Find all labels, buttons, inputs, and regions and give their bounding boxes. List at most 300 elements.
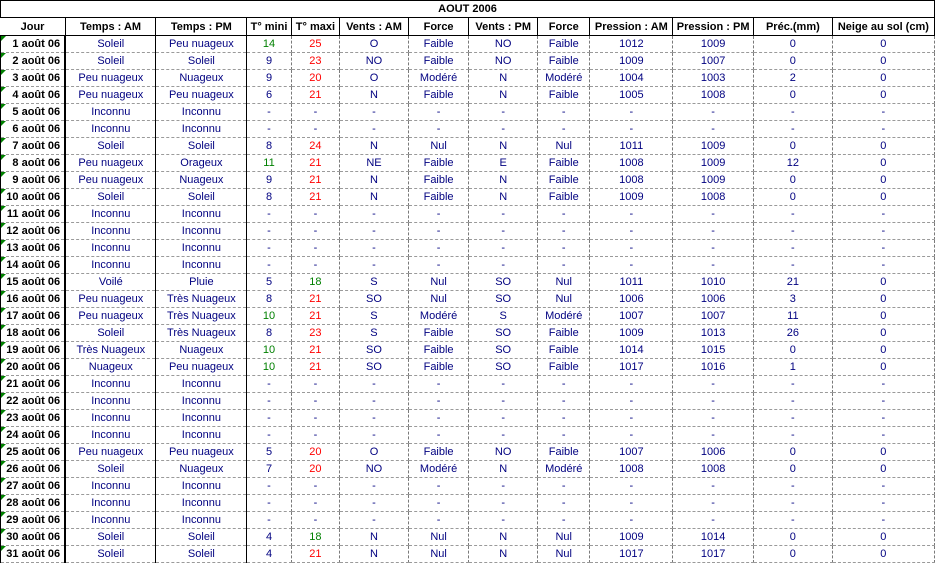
precipitation-cell[interactable]: - [754, 376, 833, 393]
weather-am-cell[interactable]: Soleil [65, 546, 156, 563]
pressure-pm-cell[interactable]: - [673, 478, 754, 495]
force-am-cell[interactable]: - [408, 478, 469, 495]
precipitation-cell[interactable]: 21 [754, 274, 833, 291]
wind-pm-cell[interactable]: N [469, 172, 538, 189]
pressure-pm-cell[interactable]: 1006 [673, 444, 754, 461]
weather-am-cell[interactable]: Peu nuageux [65, 70, 156, 87]
tmin-cell[interactable]: - [247, 240, 291, 257]
weather-pm-cell[interactable]: Orageux [156, 155, 247, 172]
force-pm-cell[interactable]: - [538, 478, 590, 495]
pressure-am-cell[interactable]: - [590, 495, 673, 512]
force-am-cell[interactable]: - [408, 512, 469, 529]
force-am-cell[interactable]: - [408, 257, 469, 274]
pressure-pm-cell[interactable]: 1007 [673, 308, 754, 325]
weather-pm-cell[interactable]: Peu nuageux [156, 87, 247, 104]
force-pm-cell[interactable]: Nul [538, 291, 590, 308]
wind-am-cell[interactable]: N [340, 138, 409, 155]
day-cell[interactable]: 8 août 06 [1, 155, 66, 172]
pressure-pm-cell[interactable]: - [673, 427, 754, 444]
wind-pm-cell[interactable]: N [469, 546, 538, 563]
tmax-cell[interactable]: - [291, 223, 339, 240]
header-temps-pm[interactable]: Temps : PM [156, 18, 247, 36]
weather-am-cell[interactable]: Soleil [65, 529, 156, 546]
weather-pm-cell[interactable]: Nuageux [156, 172, 247, 189]
wind-pm-cell[interactable]: - [469, 223, 538, 240]
pressure-pm-cell[interactable]: - [673, 206, 754, 223]
wind-am-cell[interactable]: O [340, 36, 409, 53]
pressure-pm-cell[interactable]: 1009 [673, 138, 754, 155]
force-am-cell[interactable]: Faible [408, 172, 469, 189]
day-cell[interactable]: 10 août 06 [1, 189, 66, 206]
pressure-pm-cell[interactable]: 1006 [673, 291, 754, 308]
wind-am-cell[interactable]: - [340, 427, 409, 444]
tmin-cell[interactable]: 7 [247, 461, 291, 478]
pressure-am-cell[interactable]: - [590, 206, 673, 223]
pressure-am-cell[interactable]: 1008 [590, 155, 673, 172]
pressure-pm-cell[interactable]: 1009 [673, 36, 754, 53]
day-cell[interactable]: 27 août 06 [1, 478, 66, 495]
day-cell[interactable]: 23 août 06 [1, 410, 66, 427]
snow-cell[interactable]: - [832, 206, 934, 223]
pressure-pm-cell[interactable]: - [673, 376, 754, 393]
weather-pm-cell[interactable]: Inconnu [156, 427, 247, 444]
tmax-cell[interactable]: - [291, 376, 339, 393]
wind-pm-cell[interactable]: SO [469, 342, 538, 359]
tmax-cell[interactable]: 23 [291, 53, 339, 70]
pressure-pm-cell[interactable]: - [673, 257, 754, 274]
wind-pm-cell[interactable]: - [469, 121, 538, 138]
snow-cell[interactable]: - [832, 257, 934, 274]
pressure-am-cell[interactable]: - [590, 104, 673, 121]
tmin-cell[interactable]: 8 [247, 291, 291, 308]
pressure-pm-cell[interactable]: 1008 [673, 189, 754, 206]
force-pm-cell[interactable]: Nul [538, 529, 590, 546]
force-am-cell[interactable]: Faible [408, 155, 469, 172]
snow-cell[interactable]: - [832, 495, 934, 512]
precipitation-cell[interactable]: 0 [754, 529, 833, 546]
weather-am-cell[interactable]: Très Nuageux [65, 342, 156, 359]
wind-pm-cell[interactable]: - [469, 206, 538, 223]
day-cell[interactable]: 24 août 06 [1, 427, 66, 444]
snow-cell[interactable]: - [832, 223, 934, 240]
wind-pm-cell[interactable]: N [469, 189, 538, 206]
wind-am-cell[interactable]: NE [340, 155, 409, 172]
tmin-cell[interactable]: - [247, 257, 291, 274]
weather-am-cell[interactable]: Nuageux [65, 359, 156, 376]
force-am-cell[interactable]: - [408, 376, 469, 393]
pressure-am-cell[interactable]: - [590, 478, 673, 495]
wind-am-cell[interactable]: - [340, 206, 409, 223]
wind-am-cell[interactable]: - [340, 410, 409, 427]
tmax-cell[interactable]: - [291, 410, 339, 427]
snow-cell[interactable]: 0 [832, 461, 934, 478]
pressure-am-cell[interactable]: 1017 [590, 359, 673, 376]
snow-cell[interactable]: 0 [832, 87, 934, 104]
header-tmin[interactable]: T° mini [247, 18, 291, 36]
weather-am-cell[interactable]: Soleil [65, 461, 156, 478]
tmin-cell[interactable]: - [247, 121, 291, 138]
force-pm-cell[interactable]: Modéré [538, 461, 590, 478]
snow-cell[interactable]: - [832, 376, 934, 393]
force-pm-cell[interactable]: Modéré [538, 308, 590, 325]
wind-am-cell[interactable]: O [340, 444, 409, 461]
snow-cell[interactable]: 0 [832, 53, 934, 70]
tmin-cell[interactable]: - [247, 223, 291, 240]
day-cell[interactable]: 17 août 06 [1, 308, 66, 325]
tmax-cell[interactable]: 20 [291, 461, 339, 478]
tmax-cell[interactable]: 21 [291, 189, 339, 206]
precipitation-cell[interactable]: - [754, 427, 833, 444]
tmax-cell[interactable]: 21 [291, 291, 339, 308]
day-cell[interactable]: 9 août 06 [1, 172, 66, 189]
snow-cell[interactable]: - [832, 478, 934, 495]
tmin-cell[interactable]: 9 [247, 172, 291, 189]
wind-am-cell[interactable]: - [340, 121, 409, 138]
tmax-cell[interactable]: 25 [291, 36, 339, 53]
tmax-cell[interactable]: 21 [291, 546, 339, 563]
wind-am-cell[interactable]: S [340, 325, 409, 342]
wind-pm-cell[interactable]: SO [469, 325, 538, 342]
weather-pm-cell[interactable]: Inconnu [156, 512, 247, 529]
weather-am-cell[interactable]: Soleil [65, 189, 156, 206]
tmax-cell[interactable]: 21 [291, 359, 339, 376]
wind-am-cell[interactable]: - [340, 257, 409, 274]
force-pm-cell[interactable]: Faible [538, 189, 590, 206]
precipitation-cell[interactable]: 0 [754, 36, 833, 53]
precipitation-cell[interactable]: 1 [754, 359, 833, 376]
day-cell[interactable]: 6 août 06 [1, 121, 66, 138]
weather-pm-cell[interactable]: Nuageux [156, 70, 247, 87]
tmin-cell[interactable]: 8 [247, 325, 291, 342]
pressure-pm-cell[interactable]: 1007 [673, 53, 754, 70]
tmax-cell[interactable]: - [291, 121, 339, 138]
day-cell[interactable]: 21 août 06 [1, 376, 66, 393]
wind-am-cell[interactable]: - [340, 478, 409, 495]
weather-pm-cell[interactable]: Inconnu [156, 393, 247, 410]
day-cell[interactable]: 13 août 06 [1, 240, 66, 257]
pressure-am-cell[interactable]: 1014 [590, 342, 673, 359]
wind-pm-cell[interactable]: - [469, 376, 538, 393]
tmin-cell[interactable]: - [247, 512, 291, 529]
wind-am-cell[interactable]: SO [340, 359, 409, 376]
pressure-am-cell[interactable]: 1011 [590, 274, 673, 291]
weather-am-cell[interactable]: Inconnu [65, 512, 156, 529]
force-am-cell[interactable]: - [408, 121, 469, 138]
force-pm-cell[interactable]: - [538, 427, 590, 444]
pressure-pm-cell[interactable]: - [673, 410, 754, 427]
pressure-am-cell[interactable]: 1008 [590, 461, 673, 478]
snow-cell[interactable]: 0 [832, 529, 934, 546]
weather-am-cell[interactable]: Peu nuageux [65, 444, 156, 461]
pressure-am-cell[interactable]: 1007 [590, 308, 673, 325]
wind-am-cell[interactable]: - [340, 495, 409, 512]
weather-pm-cell[interactable]: Soleil [156, 53, 247, 70]
snow-cell[interactable]: - [832, 104, 934, 121]
weather-am-cell[interactable]: Inconnu [65, 495, 156, 512]
tmin-cell[interactable]: 14 [247, 36, 291, 53]
weather-am-cell[interactable]: Inconnu [65, 104, 156, 121]
wind-am-cell[interactable]: - [340, 376, 409, 393]
force-am-cell[interactable]: Nul [408, 529, 469, 546]
precipitation-cell[interactable]: 0 [754, 87, 833, 104]
snow-cell[interactable]: 0 [832, 325, 934, 342]
force-am-cell[interactable]: - [408, 206, 469, 223]
force-am-cell[interactable]: Faible [408, 53, 469, 70]
wind-pm-cell[interactable]: - [469, 512, 538, 529]
pressure-am-cell[interactable]: - [590, 376, 673, 393]
force-am-cell[interactable]: Faible [408, 189, 469, 206]
wind-am-cell[interactable]: N [340, 529, 409, 546]
day-cell[interactable]: 16 août 06 [1, 291, 66, 308]
wind-pm-cell[interactable]: E [469, 155, 538, 172]
tmin-cell[interactable]: - [247, 478, 291, 495]
day-cell[interactable]: 18 août 06 [1, 325, 66, 342]
day-cell[interactable]: 31 août 06 [1, 546, 66, 563]
pressure-am-cell[interactable]: 1009 [590, 529, 673, 546]
pressure-pm-cell[interactable]: 1016 [673, 359, 754, 376]
tmax-cell[interactable]: - [291, 478, 339, 495]
precipitation-cell[interactable]: 0 [754, 189, 833, 206]
pressure-pm-cell[interactable]: - [673, 121, 754, 138]
tmax-cell[interactable]: 21 [291, 172, 339, 189]
header-tmax[interactable]: T° maxi [291, 18, 339, 36]
wind-pm-cell[interactable]: - [469, 393, 538, 410]
weather-am-cell[interactable]: Inconnu [65, 206, 156, 223]
wind-pm-cell[interactable]: N [469, 138, 538, 155]
force-am-cell[interactable]: - [408, 410, 469, 427]
day-cell[interactable]: 25 août 06 [1, 444, 66, 461]
force-pm-cell[interactable]: Faible [538, 53, 590, 70]
weather-am-cell[interactable]: Voilé [65, 274, 156, 291]
weather-am-cell[interactable]: Inconnu [65, 393, 156, 410]
pressure-am-cell[interactable]: - [590, 427, 673, 444]
precipitation-cell[interactable]: - [754, 495, 833, 512]
force-pm-cell[interactable]: - [538, 223, 590, 240]
force-pm-cell[interactable]: Modéré [538, 70, 590, 87]
day-cell[interactable]: 12 août 06 [1, 223, 66, 240]
wind-am-cell[interactable]: - [340, 240, 409, 257]
force-pm-cell[interactable]: Nul [538, 274, 590, 291]
force-am-cell[interactable]: Faible [408, 444, 469, 461]
weather-pm-cell[interactable]: Soleil [156, 138, 247, 155]
precipitation-cell[interactable]: - [754, 512, 833, 529]
tmax-cell[interactable]: 18 [291, 274, 339, 291]
pressure-am-cell[interactable]: 1006 [590, 291, 673, 308]
wind-pm-cell[interactable]: - [469, 427, 538, 444]
wind-pm-cell[interactable]: NO [469, 36, 538, 53]
weather-pm-cell[interactable]: Peu nuageux [156, 444, 247, 461]
tmin-cell[interactable]: 8 [247, 189, 291, 206]
day-cell[interactable]: 4 août 06 [1, 87, 66, 104]
tmax-cell[interactable]: 20 [291, 444, 339, 461]
day-cell[interactable]: 30 août 06 [1, 529, 66, 546]
wind-am-cell[interactable]: N [340, 172, 409, 189]
pressure-pm-cell[interactable]: 1015 [673, 342, 754, 359]
weather-am-cell[interactable]: Peu nuageux [65, 291, 156, 308]
force-am-cell[interactable]: Modéré [408, 461, 469, 478]
weather-am-cell[interactable]: Soleil [65, 325, 156, 342]
tmax-cell[interactable]: 21 [291, 87, 339, 104]
weather-am-cell[interactable]: Inconnu [65, 121, 156, 138]
precipitation-cell[interactable]: 3 [754, 291, 833, 308]
precipitation-cell[interactable]: 0 [754, 546, 833, 563]
precipitation-cell[interactable]: 0 [754, 138, 833, 155]
wind-am-cell[interactable]: - [340, 393, 409, 410]
weather-pm-cell[interactable]: Soleil [156, 189, 247, 206]
weather-am-cell[interactable]: Peu nuageux [65, 87, 156, 104]
pressure-pm-cell[interactable]: 1008 [673, 87, 754, 104]
weather-pm-cell[interactable]: Inconnu [156, 240, 247, 257]
snow-cell[interactable]: 0 [832, 70, 934, 87]
force-pm-cell[interactable]: Faible [538, 342, 590, 359]
pressure-am-cell[interactable]: - [590, 223, 673, 240]
tmax-cell[interactable]: 21 [291, 342, 339, 359]
wind-pm-cell[interactable]: NO [469, 53, 538, 70]
weather-am-cell[interactable]: Inconnu [65, 478, 156, 495]
tmin-cell[interactable]: 11 [247, 155, 291, 172]
weather-pm-cell[interactable]: Pluie [156, 274, 247, 291]
snow-cell[interactable]: 0 [832, 155, 934, 172]
precipitation-cell[interactable]: - [754, 104, 833, 121]
tmax-cell[interactable]: - [291, 512, 339, 529]
snow-cell[interactable]: - [832, 240, 934, 257]
pressure-am-cell[interactable]: - [590, 393, 673, 410]
wind-am-cell[interactable]: N [340, 189, 409, 206]
pressure-pm-cell[interactable]: 1017 [673, 546, 754, 563]
pressure-am-cell[interactable]: 1009 [590, 189, 673, 206]
force-pm-cell[interactable]: - [538, 410, 590, 427]
tmin-cell[interactable]: - [247, 427, 291, 444]
force-am-cell[interactable]: Modéré [408, 308, 469, 325]
tmin-cell[interactable]: 5 [247, 444, 291, 461]
tmax-cell[interactable]: 24 [291, 138, 339, 155]
pressure-pm-cell[interactable]: 1010 [673, 274, 754, 291]
day-cell[interactable]: 7 août 06 [1, 138, 66, 155]
force-pm-cell[interactable]: - [538, 512, 590, 529]
header-jour[interactable]: Jour [1, 18, 66, 36]
force-pm-cell[interactable]: Faible [538, 172, 590, 189]
force-pm-cell[interactable]: Nul [538, 138, 590, 155]
day-cell[interactable]: 11 août 06 [1, 206, 66, 223]
header-vents-am[interactable]: Vents : AM [340, 18, 409, 36]
day-cell[interactable]: 5 août 06 [1, 104, 66, 121]
day-cell[interactable]: 19 août 06 [1, 342, 66, 359]
wind-pm-cell[interactable]: - [469, 104, 538, 121]
wind-pm-cell[interactable]: N [469, 461, 538, 478]
wind-pm-cell[interactable]: N [469, 529, 538, 546]
day-cell[interactable]: 28 août 06 [1, 495, 66, 512]
force-am-cell[interactable]: Faible [408, 359, 469, 376]
snow-cell[interactable]: 0 [832, 308, 934, 325]
weather-pm-cell[interactable]: Inconnu [156, 495, 247, 512]
force-pm-cell[interactable]: - [538, 121, 590, 138]
pressure-pm-cell[interactable]: 1009 [673, 172, 754, 189]
sheet-title[interactable]: AOUT 2006 [1, 1, 935, 18]
header-pression-pm[interactable]: Pression : PM [673, 18, 754, 36]
snow-cell[interactable]: 0 [832, 291, 934, 308]
pressure-pm-cell[interactable]: 1009 [673, 155, 754, 172]
pressure-am-cell[interactable]: - [590, 121, 673, 138]
weather-am-cell[interactable]: Peu nuageux [65, 155, 156, 172]
wind-pm-cell[interactable]: SO [469, 359, 538, 376]
header-temps-am[interactable]: Temps : AM [65, 18, 156, 36]
wind-am-cell[interactable]: SO [340, 291, 409, 308]
precipitation-cell[interactable]: - [754, 206, 833, 223]
weather-am-cell[interactable]: Inconnu [65, 410, 156, 427]
tmax-cell[interactable]: - [291, 257, 339, 274]
pressure-pm-cell[interactable]: - [673, 512, 754, 529]
weather-pm-cell[interactable]: Inconnu [156, 104, 247, 121]
wind-am-cell[interactable]: SO [340, 342, 409, 359]
force-pm-cell[interactable]: Faible [538, 87, 590, 104]
pressure-am-cell[interactable]: - [590, 240, 673, 257]
wind-am-cell[interactable]: - [340, 512, 409, 529]
precipitation-cell[interactable]: 11 [754, 308, 833, 325]
wind-pm-cell[interactable]: SO [469, 274, 538, 291]
weather-am-cell[interactable]: Peu nuageux [65, 308, 156, 325]
wind-am-cell[interactable]: O [340, 70, 409, 87]
force-am-cell[interactable]: - [408, 427, 469, 444]
pressure-pm-cell[interactable]: - [673, 223, 754, 240]
wind-pm-cell[interactable]: N [469, 70, 538, 87]
tmin-cell[interactable]: 5 [247, 274, 291, 291]
weather-am-cell[interactable]: Peu nuageux [65, 172, 156, 189]
weather-pm-cell[interactable]: Inconnu [156, 257, 247, 274]
precipitation-cell[interactable]: 2 [754, 70, 833, 87]
precipitation-cell[interactable]: 0 [754, 172, 833, 189]
wind-pm-cell[interactable]: S [469, 308, 538, 325]
wind-pm-cell[interactable]: N [469, 87, 538, 104]
force-pm-cell[interactable]: - [538, 495, 590, 512]
day-cell[interactable]: 3 août 06 [1, 70, 66, 87]
weather-am-cell[interactable]: Soleil [65, 53, 156, 70]
tmax-cell[interactable]: - [291, 104, 339, 121]
pressure-am-cell[interactable]: 1008 [590, 172, 673, 189]
force-am-cell[interactable]: Nul [408, 291, 469, 308]
tmin-cell[interactable]: 6 [247, 87, 291, 104]
pressure-am-cell[interactable]: 1007 [590, 444, 673, 461]
force-am-cell[interactable]: Faible [408, 36, 469, 53]
pressure-pm-cell[interactable]: - [673, 104, 754, 121]
snow-cell[interactable]: 0 [832, 36, 934, 53]
wind-pm-cell[interactable]: - [469, 240, 538, 257]
tmin-cell[interactable]: 8 [247, 138, 291, 155]
tmin-cell[interactable]: 9 [247, 53, 291, 70]
precipitation-cell[interactable]: - [754, 121, 833, 138]
weather-am-cell[interactable]: Soleil [65, 36, 156, 53]
snow-cell[interactable]: - [832, 393, 934, 410]
snow-cell[interactable]: - [832, 512, 934, 529]
pressure-am-cell[interactable]: 1012 [590, 36, 673, 53]
wind-am-cell[interactable]: NO [340, 461, 409, 478]
precipitation-cell[interactable]: - [754, 223, 833, 240]
tmax-cell[interactable]: 23 [291, 325, 339, 342]
force-am-cell[interactable]: - [408, 393, 469, 410]
snow-cell[interactable]: 0 [832, 172, 934, 189]
force-am-cell[interactable]: Faible [408, 325, 469, 342]
weather-pm-cell[interactable]: Très Nuageux [156, 325, 247, 342]
force-am-cell[interactable]: Modéré [408, 70, 469, 87]
tmin-cell[interactable]: - [247, 410, 291, 427]
weather-am-cell[interactable]: Inconnu [65, 427, 156, 444]
pressure-am-cell[interactable]: 1009 [590, 325, 673, 342]
pressure-pm-cell[interactable]: - [673, 495, 754, 512]
wind-am-cell[interactable]: N [340, 87, 409, 104]
tmin-cell[interactable]: - [247, 376, 291, 393]
pressure-pm-cell[interactable]: 1008 [673, 461, 754, 478]
wind-pm-cell[interactable]: - [469, 495, 538, 512]
force-am-cell[interactable]: Nul [408, 274, 469, 291]
